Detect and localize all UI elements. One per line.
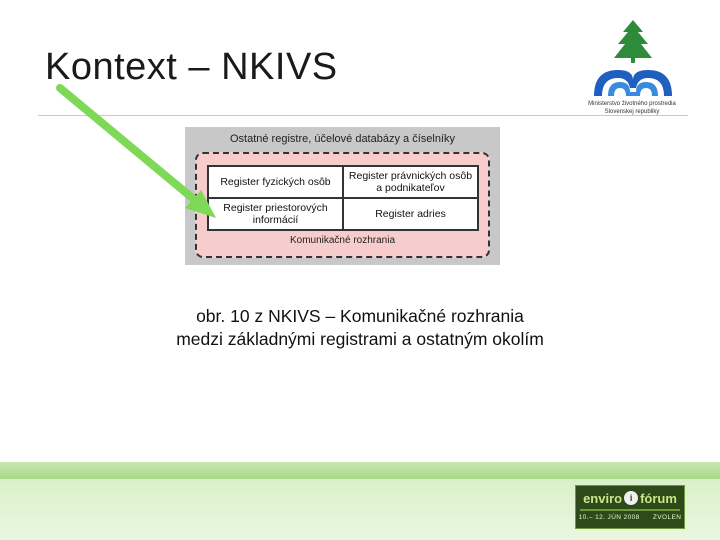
slide-title: Kontext – NKIVS: [45, 46, 338, 88]
registers-table: [207, 165, 479, 231]
caption-line1: obr. 10 z NKIVS – Komunikačné rozhrania: [196, 306, 524, 326]
badge-city-text: ZVOLEN: [652, 514, 682, 521]
register-cell: Register právnických osôb a podnikateľov: [343, 166, 478, 198]
title-divider: [38, 115, 688, 116]
caption-line2: medzi základnými registrami a ostatným okolím: [176, 329, 544, 349]
register-cell: Register adries: [343, 198, 478, 230]
nkivs-diagram: [185, 127, 500, 265]
badge-divider: [580, 509, 680, 511]
badge-date-text: 10.– 12. JÚN 2008: [578, 514, 640, 521]
badge-brand-right: fórum: [640, 490, 677, 506]
badge-brand-mid: i: [624, 491, 638, 505]
register-cell: Register priestorových informácií: [208, 198, 343, 230]
badge-brand: [576, 488, 684, 508]
register-cell: Register fyzických osôb: [208, 166, 343, 198]
logo-text-line1: Ministerstvo životného prostredia: [588, 101, 676, 107]
interface-label: Komunikačné rozhrania: [289, 235, 396, 246]
footer-band: [0, 462, 720, 479]
outer-registers-label: Ostatné registre, účelové databázy a číselníky: [229, 133, 455, 145]
badge-brand-left: enviro: [583, 490, 623, 506]
badge-dates: [576, 514, 684, 521]
logo-text-line2: Slovenskej republiky: [604, 109, 660, 115]
envirofórum-badge: [575, 485, 685, 529]
figure-caption: [80, 305, 640, 351]
